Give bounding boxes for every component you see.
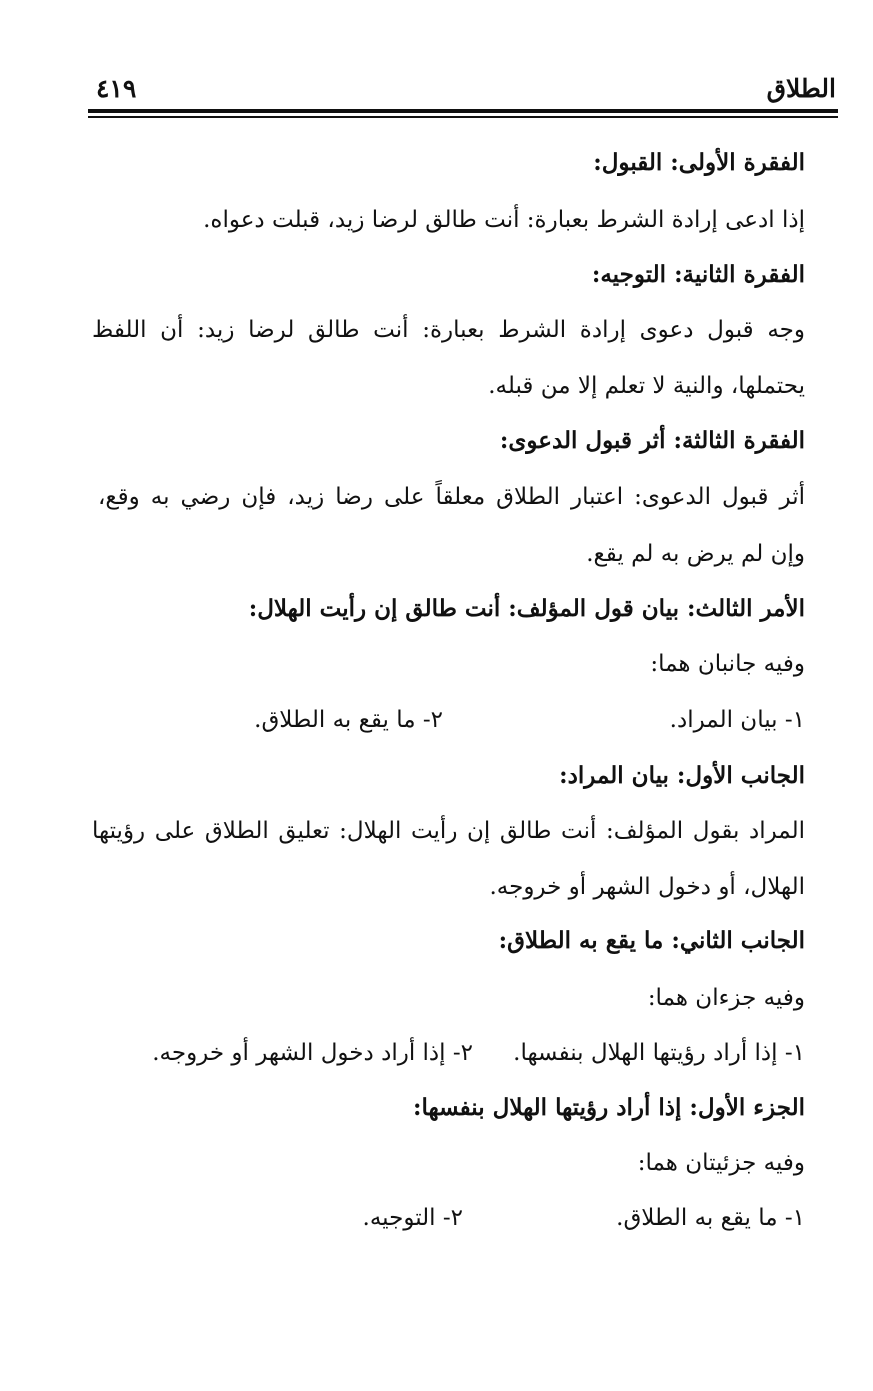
heading-first-part: الجزء الأول: إذا أراد رؤيتها الهلال بنفسها: bbox=[413, 1094, 805, 1121]
header-rule-thin bbox=[88, 116, 838, 118]
list-item-2: ٢- ما يقع به الطلاق. bbox=[254, 707, 443, 733]
list-item-1: ١- بيان المراد. bbox=[669, 707, 805, 733]
text-line: وفيه جانبان هما: bbox=[650, 651, 805, 677]
list-item-2: ٢- إذا أراد دخول الشهر أو خروجه. bbox=[152, 1040, 473, 1066]
heading-second-side: الجانب الثاني: ما يقع به الطلاق: bbox=[498, 927, 805, 954]
heading-paragraph-2: الفقرة الثانية: التوجيه: bbox=[591, 261, 805, 288]
list-item-2: ٢- التوجيه. bbox=[362, 1205, 463, 1231]
header-rule-thick bbox=[88, 109, 838, 113]
text-line: إذا ادعى إرادة الشرط بعبارة: أنت طالق لرضا زيد، قبلت دعواه. bbox=[203, 207, 805, 233]
page-header bbox=[88, 74, 836, 110]
page-number: ٤١٩ bbox=[96, 74, 137, 103]
list-item-1: ١- إذا أراد رؤيتها الهلال بنفسها. bbox=[513, 1040, 805, 1066]
heading-first-side: الجانب الأول: بيان المراد: bbox=[559, 762, 805, 789]
text-line: وجه قبول دعوى إرادة الشرط بعبارة: أنت طالق لرضا زيد: أن اللفظ bbox=[92, 317, 805, 343]
text-line: وفيه جزءان هما: bbox=[647, 985, 805, 1011]
text-line: المراد بقول المؤلف: أنت طالق إن رأيت الهلال: تعليق الطلاق على رؤيتها bbox=[92, 818, 805, 844]
text-line: وإن لم يرض به لم يقع. bbox=[586, 541, 805, 567]
heading-paragraph-3: الفقرة الثالثة: أثر قبول الدعوى: bbox=[499, 427, 805, 454]
list-item-1: ١- ما يقع به الطلاق. bbox=[616, 1205, 805, 1231]
text-line: وفيه جزئيتان هما: bbox=[637, 1150, 805, 1176]
heading-paragraph-1: الفقرة الأولى: القبول: bbox=[593, 149, 805, 176]
text-line: أثر قبول الدعوى: اعتبار الطلاق معلقاً على رضا زيد، فإن رضي به وقع، bbox=[98, 484, 805, 510]
section-heading-third-matter: الأمر الثالث: بيان قول المؤلف: أنت طالق إن رأيت الهلال: bbox=[248, 595, 805, 622]
text-line: الهلال، أو دخول الشهر أو خروجه. bbox=[489, 874, 805, 900]
text-line: يحتملها، والنية لا تعلم إلا من قبله. bbox=[488, 373, 805, 399]
running-title: الطلاق bbox=[766, 74, 836, 103]
